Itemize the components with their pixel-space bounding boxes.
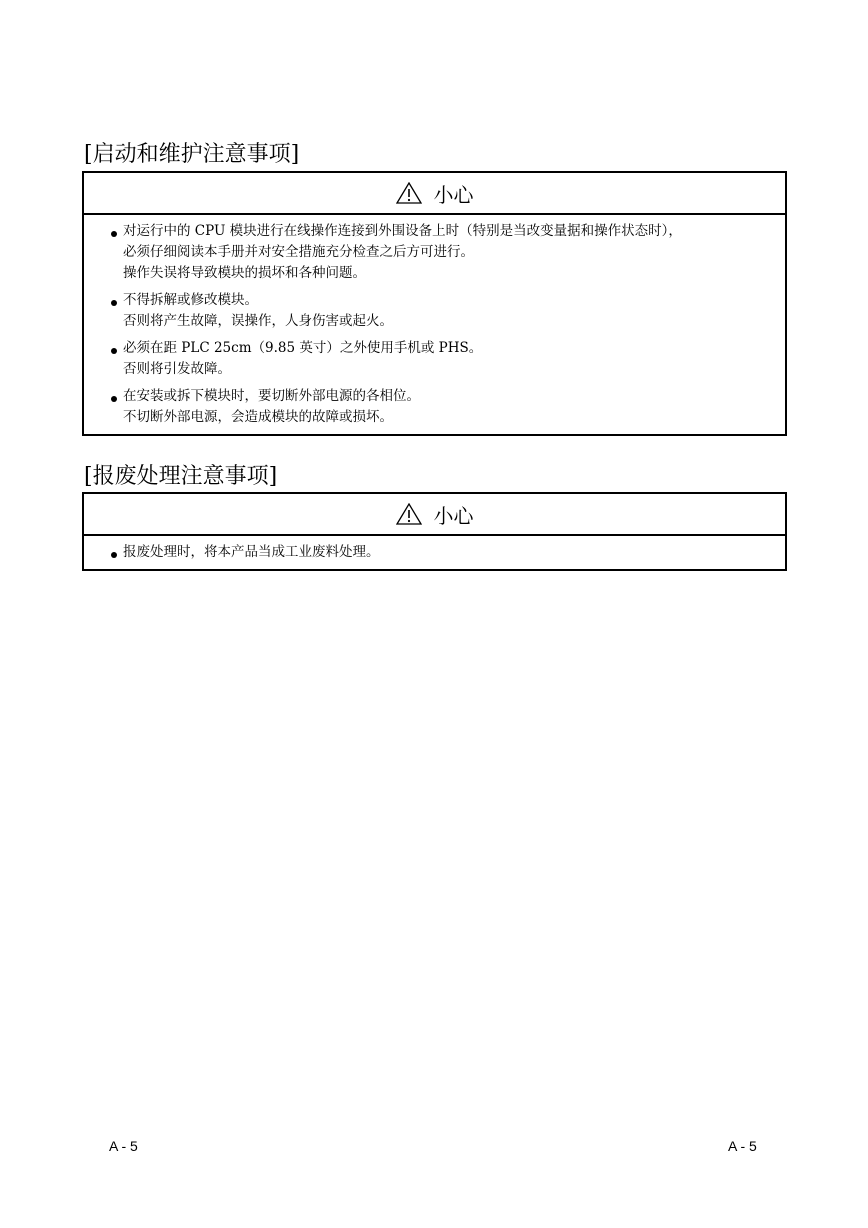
bullet-icon [111,231,117,237]
warning-triangle-icon [396,503,422,525]
caution-body [84,215,785,434]
caution-label: 小心 [433,182,474,207]
page-number-right: A - 5 [728,1138,757,1154]
list-item [84,221,785,284]
item-line: 在安装或拆下模块时，要切断外部电源的各相位。 [123,388,420,404]
bullet-icon [111,396,117,402]
page-number-left: A - 5 [109,1138,138,1154]
item-line: 必须仔细阅读本手册并对安全措施充分检查之后方可进行。 [123,244,474,260]
bullet-icon [111,300,117,306]
list-item [84,290,785,332]
item-line: 对运行中的 CPU 模块进行在线操作连接到外围设备上时（特别是当改变量据和操作状态时）， [123,223,682,239]
item-line: 必须在距 PLC 25cm（9.85 英寸）之外使用手机或 PHS。 [123,340,483,356]
caution-label: 小心 [433,503,474,528]
bullet-icon [111,552,117,558]
caution-box-disposal [82,492,787,571]
caution-header [84,494,785,536]
list-item [84,386,785,428]
item-line: 报废处理时，将本产品当成工业废料处理。 [123,544,380,560]
item-line: 操作失误将导致模块的损坏和各种问题。 [123,265,366,281]
item-line: 不得拆解或修改模块。 [123,292,258,308]
item-line: 不切断外部电源，会造成模块的故障或损坏。 [123,409,393,425]
section-title-disposal: [报废处理注意事项] [84,464,278,489]
caution-body [84,536,785,569]
caution-box-maintenance [82,171,787,436]
list-item [84,338,785,380]
item-line: 否则将引发故障。 [123,361,231,377]
warning-triangle-icon [396,182,422,204]
item-line: 否则将产生故障，误操作，人身伤害或起火。 [123,313,393,329]
caution-header [84,173,785,215]
list-item [84,542,785,563]
bullet-icon [111,348,117,354]
section-title-maintenance: [启动和维护注意事项] [84,142,300,167]
